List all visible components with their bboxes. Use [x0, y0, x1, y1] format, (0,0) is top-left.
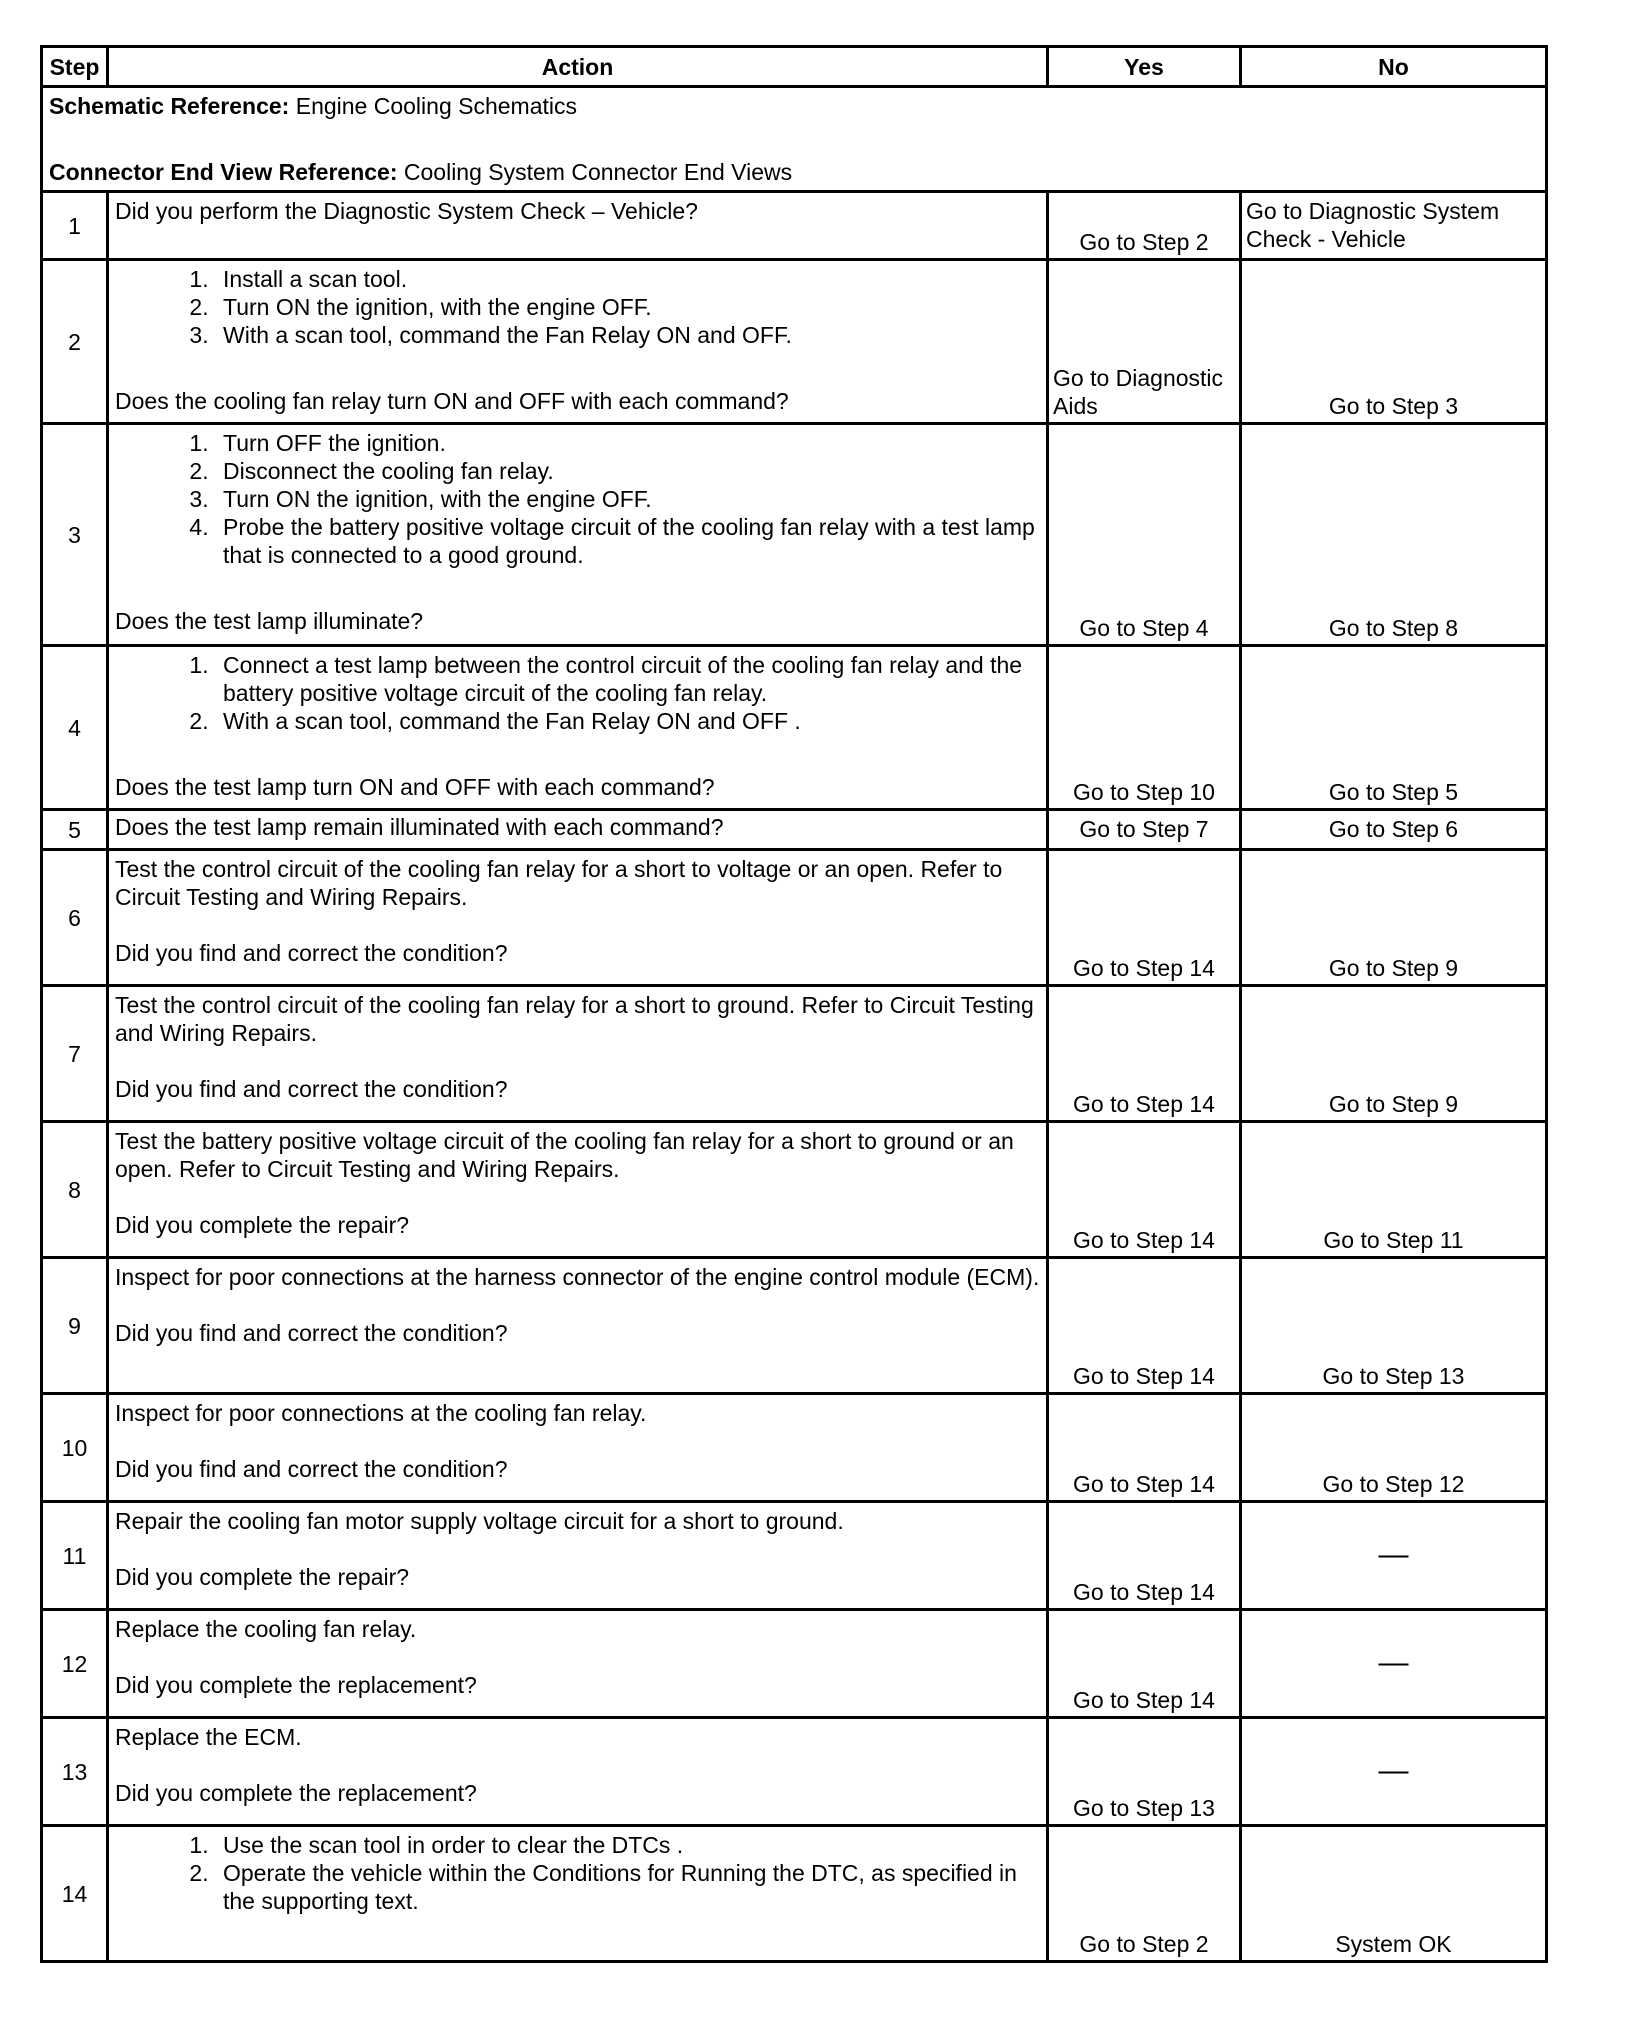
question-text: Does the test lamp turn ON and OFF with each command? [115, 774, 715, 800]
action-cell [108, 1394, 1048, 1502]
action-text: Test the battery positive voltage circuit of the cooling fan relay for a short to ground or an open. Refer to Circuit Testing and Wiring Repairs. [115, 1128, 1014, 1182]
table-row [42, 1826, 1547, 1962]
no-cell: Go to Diagnostic System Check - Vehicle [1241, 192, 1547, 260]
question-text: Did you find and correct the condition? [115, 1456, 508, 1482]
step-number: 5 [42, 810, 108, 850]
action-text: Did you perform the Diagnostic System Check – Vehicle? [115, 198, 698, 224]
schematic-reference-link[interactable]: Engine Cooling Schematics [289, 93, 578, 119]
action-cell [108, 1502, 1048, 1610]
action-text: Inspect for poor connections at the harness connector of the engine control module (ECM). [115, 1264, 1040, 1290]
diagnostic-document [40, 45, 1545, 1963]
yes-cell: Go to Step 14 [1048, 1122, 1241, 1258]
question-text: Does the cooling fan relay turn ON and OFF with each command? [115, 388, 789, 414]
procedure-item: 3. With a scan tool, command the Fan Relay ON and OFF. [215, 321, 1040, 349]
yes-cell: Go to Step 7 [1048, 810, 1241, 850]
no-cell: Go to Step 6 [1241, 810, 1547, 850]
no-cell: Go to Step 8 [1241, 424, 1547, 646]
reference-row [42, 87, 1547, 192]
step-number: 9 [42, 1258, 108, 1394]
table-row [42, 1394, 1547, 1502]
no-cell: Go to Step 11 [1241, 1122, 1547, 1258]
step-number: 2 [42, 260, 108, 424]
no-cell: Go to Step 5 [1241, 646, 1547, 810]
step-number: 12 [42, 1610, 108, 1718]
header-row [42, 47, 1547, 87]
action-text: Inspect for poor connections at the cooling fan relay. [115, 1400, 647, 1426]
action-cell [108, 810, 1048, 850]
question-text: Does the test lamp remain illuminated with each command? [115, 814, 724, 840]
procedure-list [115, 265, 1040, 349]
yes-cell: Go to Step 14 [1048, 850, 1241, 986]
table-row [42, 646, 1547, 810]
procedure-item: 4. Probe the battery positive voltage circuit of the cooling fan relay with a test lamp that is connected to a good ground. [215, 513, 1040, 569]
no-cell: — [1241, 1610, 1547, 1718]
question-text: Did you complete the replacement? [115, 1780, 477, 1806]
action-cell [108, 1610, 1048, 1718]
header-action: Action [108, 47, 1048, 87]
procedure-item: 1. Turn OFF the ignition. [215, 429, 1040, 457]
action-cell [108, 1718, 1048, 1826]
yes-cell: Go to Step 10 [1048, 646, 1241, 810]
header-yes: Yes [1048, 47, 1241, 87]
no-cell: Go to Step 3 [1241, 260, 1547, 424]
action-text: Replace the ECM. [115, 1724, 302, 1750]
action-cell [108, 850, 1048, 986]
table-row [42, 192, 1547, 260]
procedure-item: 1. Use the scan tool in order to clear the DTCs . [215, 1831, 1040, 1859]
procedure-list [115, 651, 1040, 735]
action-cell [108, 986, 1048, 1122]
yes-cell: Go to Step 14 [1048, 1394, 1241, 1502]
step-number: 8 [42, 1122, 108, 1258]
yes-cell: Go to Step 2 [1048, 192, 1241, 260]
action-text: Test the control circuit of the cooling fan relay for a short to ground. Refer to Circuit Testing and Wiring Repairs. [115, 992, 1034, 1046]
procedure-item: 2. With a scan tool, command the Fan Relay ON and OFF . [215, 707, 1040, 735]
action-cell [108, 260, 1048, 424]
yes-cell: Go to Step 14 [1048, 986, 1241, 1122]
question-text: Did you complete the repair? [115, 1212, 410, 1238]
procedure-item: 1. Install a scan tool. [215, 265, 1040, 293]
table-row [42, 810, 1547, 850]
yes-cell: Go to Step 14 [1048, 1610, 1241, 1718]
question-text: Does the test lamp illuminate? [115, 608, 424, 634]
action-text: Test the control circuit of the cooling fan relay for a short to voltage or an open. Refer to Circuit Testing and Wiring Repairs. [115, 856, 1003, 910]
table-row [42, 260, 1547, 424]
yes-cell: Go to Step 2 [1048, 1826, 1241, 1962]
step-number: 11 [42, 1502, 108, 1610]
step-number: 14 [42, 1826, 108, 1962]
step-number: 4 [42, 646, 108, 810]
header-step: Step [42, 47, 108, 87]
step-number: 10 [42, 1394, 108, 1502]
table-row [42, 1258, 1547, 1394]
procedure-list [115, 1831, 1040, 1915]
action-cell [108, 424, 1048, 646]
step-number: 7 [42, 986, 108, 1122]
action-cell [108, 1826, 1048, 1962]
table-row [42, 1122, 1547, 1258]
schematic-reference-label: Schematic Reference: [49, 93, 290, 119]
question-text: Did you find and correct the condition? [115, 940, 508, 966]
question-text: Did you complete the replacement? [115, 1672, 477, 1698]
table-row [42, 424, 1547, 646]
step-number: 1 [42, 192, 108, 260]
procedure-list [115, 429, 1040, 569]
procedure-item: 2. Operate the vehicle within the Conditions for Running the DTC, as specified in the supporting text. [215, 1859, 1040, 1915]
connector-reference [49, 158, 1539, 186]
yes-cell: Go to Step 13 [1048, 1718, 1241, 1826]
action-cell [108, 192, 1048, 260]
procedure-item: 2. Disconnect the cooling fan relay. [215, 457, 1040, 485]
yes-cell: Go to Step 4 [1048, 424, 1241, 646]
procedure-item: 3. Turn ON the ignition, with the engine OFF. [215, 485, 1040, 513]
no-cell: — [1241, 1718, 1547, 1826]
question-text: Did you find and correct the condition? [115, 1076, 508, 1102]
no-cell: — [1241, 1502, 1547, 1610]
question-text: Did you complete the repair? [115, 1564, 410, 1590]
no-cell: Go to Step 9 [1241, 986, 1547, 1122]
step-number: 6 [42, 850, 108, 986]
no-cell: Go to Step 13 [1241, 1258, 1547, 1394]
schematic-reference [49, 92, 1539, 120]
question-text: Did you find and correct the condition? [115, 1320, 508, 1346]
header-no: No [1241, 47, 1547, 87]
action-cell [108, 1122, 1048, 1258]
step-number: 3 [42, 424, 108, 646]
action-cell [108, 646, 1048, 810]
yes-cell: Go to Diagnostic Aids [1048, 260, 1241, 424]
connector-reference-link[interactable]: Cooling System Connector End Views [397, 159, 793, 185]
procedure-item: 1. Connect a test lamp between the control circuit of the cooling fan relay and the battery positive voltage circuit of the cooling fan relay. [215, 651, 1040, 707]
no-cell: Go to Step 12 [1241, 1394, 1547, 1502]
connector-reference-label: Connector End View Reference: [49, 159, 398, 185]
table-row [42, 986, 1547, 1122]
table-row [42, 850, 1547, 986]
no-cell: Go to Step 9 [1241, 850, 1547, 986]
step-number: 13 [42, 1718, 108, 1826]
table-row [42, 1502, 1547, 1610]
table-row [42, 1718, 1547, 1826]
table-row [42, 1610, 1547, 1718]
procedure-item: 2. Turn ON the ignition, with the engine OFF. [215, 293, 1040, 321]
action-text: Replace the cooling fan relay. [115, 1616, 417, 1642]
yes-cell: Go to Step 14 [1048, 1258, 1241, 1394]
reference-cell [42, 87, 1547, 192]
diagnostic-table [40, 45, 1548, 1963]
no-cell: System OK [1241, 1826, 1547, 1962]
action-cell [108, 1258, 1048, 1394]
action-text: Repair the cooling fan motor supply voltage circuit for a short to ground. [115, 1508, 844, 1534]
yes-cell: Go to Step 14 [1048, 1502, 1241, 1610]
